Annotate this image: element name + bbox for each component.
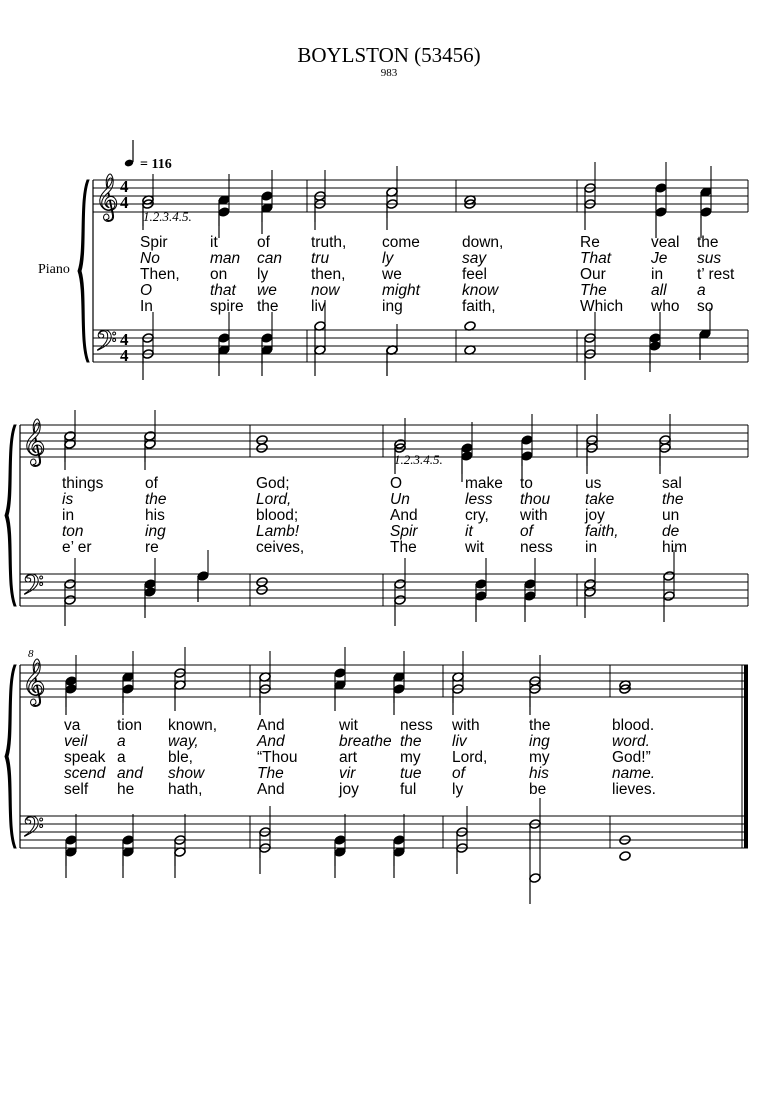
chord-note <box>475 579 487 590</box>
lyric-syllable: all <box>651 282 667 299</box>
chord-note <box>619 851 631 862</box>
lyric-syllable: man <box>210 250 241 267</box>
treble-clef: 𝄞 <box>22 659 46 705</box>
lyric-syllable: in <box>651 266 664 283</box>
lyric-syllable: of <box>452 765 465 782</box>
lyric-syllable: va <box>64 717 81 734</box>
lyric-syllable: down, <box>462 234 504 251</box>
lyric-syllable: name. <box>612 765 656 782</box>
verse-numbers: 1.2.3.4.5. <box>394 452 443 467</box>
lyric-syllable: ful <box>400 781 417 798</box>
lyric-syllable: in <box>62 507 75 524</box>
chord-note <box>393 835 405 846</box>
lyric-syllable: come <box>382 234 420 251</box>
lyric-syllable: “Thou <box>257 749 298 766</box>
lyric-syllable: self <box>64 781 89 798</box>
chord-note <box>393 684 405 695</box>
lyric-syllable: known, <box>168 717 218 734</box>
chord-note <box>700 207 712 218</box>
lyric-syllable: that <box>210 282 236 299</box>
lyric-syllable: And <box>257 717 285 734</box>
lyric-syllable: his <box>145 507 165 524</box>
lyric-syllable: take <box>585 491 615 508</box>
lyric-syllable: the <box>257 298 279 315</box>
lyric-syllable: joy <box>339 781 359 798</box>
lyric-syllable: his <box>529 765 549 782</box>
chord-note <box>261 333 273 344</box>
svg-text:4: 4 <box>120 346 129 365</box>
lyric-syllable: and <box>117 765 143 782</box>
lyric-syllable: he <box>117 781 135 798</box>
lyric-syllable: veal <box>651 234 680 251</box>
lyric-syllable: a <box>117 733 126 750</box>
lyric-syllable: wit <box>465 539 484 556</box>
lyric-syllable: liv <box>452 733 467 750</box>
lyrics <box>62 234 735 798</box>
treble-clef: 𝄞 <box>22 419 46 465</box>
lyric-syllable: hath, <box>168 781 203 798</box>
lyric-syllable: vir <box>339 765 356 782</box>
lyric-syllable: Un <box>390 491 410 508</box>
lyric-syllable: things <box>62 475 104 492</box>
chord-note <box>144 439 156 450</box>
lyric-syllable: ble, <box>168 749 193 766</box>
lyric-syllable: art <box>339 749 358 766</box>
lyric-syllable: of <box>520 523 533 540</box>
lyric-syllable: a <box>697 282 706 299</box>
lyric-syllable: might <box>382 282 420 299</box>
chord-note <box>524 579 536 590</box>
chord-note <box>649 341 661 352</box>
lyric-syllable: with <box>452 717 480 734</box>
lyric-syllable: Re <box>580 234 600 251</box>
chord-note <box>663 591 675 602</box>
lyric-syllable: joy <box>585 507 605 524</box>
chord-note <box>218 207 230 218</box>
chord-note <box>586 443 598 454</box>
lyric-syllable: know <box>462 282 499 299</box>
lyric-syllable: spire <box>210 298 244 315</box>
bass-clef: 𝄢 <box>22 811 44 851</box>
lyric-syllable: we <box>382 266 402 283</box>
lyric-syllable: be <box>529 781 547 798</box>
lyric-syllable: show <box>168 765 205 782</box>
chord-note <box>521 435 533 446</box>
lyric-syllable: tru <box>311 250 330 267</box>
lyric-syllable: with <box>520 507 548 524</box>
lyric-syllable: O <box>390 475 403 492</box>
chord-note <box>529 873 541 884</box>
chord-note <box>461 451 473 462</box>
lyric-syllable: the <box>697 234 719 251</box>
lyric-syllable: lieves. <box>612 781 656 798</box>
lyric-syllable: Lamb! <box>256 523 300 540</box>
lyric-syllable: make <box>465 475 503 492</box>
lyric-syllable: sus <box>697 250 722 267</box>
chord-note <box>521 451 533 462</box>
chord-note <box>218 333 230 344</box>
chord-note <box>64 579 76 590</box>
chord-note <box>584 587 596 598</box>
lyric-syllable: Lord, <box>452 749 488 766</box>
lyric-syllable: re <box>145 539 159 556</box>
lyric-syllable: say <box>462 250 487 267</box>
lyric-syllable: ton <box>62 523 84 540</box>
chord-note <box>475 591 487 602</box>
lyric-syllable: ceives, <box>256 539 305 556</box>
chord-note <box>524 591 536 602</box>
lyric-syllable: Je <box>651 250 668 267</box>
lyric-syllable: on <box>210 266 228 283</box>
lyric-syllable: faith, <box>585 523 619 540</box>
lyric-syllable: word. <box>612 733 650 750</box>
lyric-syllable: Lord, <box>256 491 292 508</box>
measure-number: 8 <box>28 648 34 660</box>
lyric-syllable: The <box>390 539 417 556</box>
lyric-syllable: a <box>117 749 126 766</box>
lyric-syllable: And <box>257 781 285 798</box>
time-signature-bass <box>120 330 129 365</box>
verse-numbers: 1.2.3.4.5. <box>143 209 192 224</box>
chord-note <box>64 595 76 606</box>
chord-note <box>64 439 76 450</box>
lyric-syllable: The <box>257 765 284 782</box>
lyric-syllable: scend <box>64 765 106 782</box>
svg-text:4: 4 <box>120 177 129 196</box>
lyric-syllable: God!” <box>612 749 651 766</box>
lyric-syllable: so <box>697 298 714 315</box>
lyric-syllable: And <box>257 733 285 750</box>
lyric-syllable: way, <box>168 733 199 750</box>
lyric-syllable: blood; <box>256 507 299 524</box>
chord-note <box>65 835 77 846</box>
bass-clef: 𝄢 <box>22 569 44 609</box>
lyric-syllable: de <box>662 523 680 540</box>
system-brace <box>5 665 16 848</box>
lyric-syllable: ing <box>382 298 403 315</box>
lyric-syllable: the <box>145 491 167 508</box>
chord-note <box>197 571 209 582</box>
lyric-syllable: un <box>662 507 680 524</box>
chord-note <box>261 191 273 202</box>
lyric-syllable: blood. <box>612 717 655 734</box>
lyric-syllable: ly <box>257 266 269 283</box>
lyric-syllable: the <box>529 717 551 734</box>
lyric-syllable: cry, <box>465 507 489 524</box>
lyric-syllable: O <box>140 282 153 299</box>
chord-note <box>334 668 346 679</box>
chord-note <box>256 443 268 454</box>
lyric-syllable: the <box>662 491 684 508</box>
time-signature-treble <box>120 177 129 212</box>
chord-note <box>655 207 667 218</box>
instrument-label: Piano <box>38 262 70 277</box>
lyric-syllable: feel <box>462 266 487 283</box>
chord-note <box>394 595 406 606</box>
lyric-syllable: Then, <box>140 266 180 283</box>
lyric-syllable: That <box>580 250 612 267</box>
lyric-syllable: ly <box>452 781 464 798</box>
lyric-syllable: faith, <box>462 298 496 315</box>
lyric-syllable: of <box>145 475 158 492</box>
chord-note <box>65 684 77 695</box>
lyric-syllable: in <box>585 539 598 556</box>
lyric-syllable: who <box>651 298 680 315</box>
chord-note <box>122 684 134 695</box>
score-title: BOYLSTON (53456) <box>297 43 481 67</box>
svg-text:4: 4 <box>120 193 129 212</box>
lyric-syllable: speak <box>64 749 106 766</box>
treble-clef: 𝄞 <box>95 174 119 220</box>
lyric-syllable: thou <box>520 491 551 508</box>
chord-note <box>122 835 134 846</box>
lyric-syllable: the <box>400 733 422 750</box>
lyric-syllable: ing <box>529 733 550 750</box>
lyric-syllable: Which <box>580 298 624 315</box>
lyric-syllable: my <box>529 749 550 766</box>
tempo-value: = 116 <box>140 157 172 172</box>
lyric-syllable: liv <box>311 298 326 315</box>
system-brace <box>78 180 89 362</box>
lyric-syllable: ly <box>382 250 394 267</box>
lyric-syllable: it <box>210 234 218 251</box>
lyric-syllable: we <box>257 282 277 299</box>
score-subtitle: 983 <box>380 67 398 79</box>
lyric-syllable: Our <box>580 266 606 283</box>
bass-clef: 𝄢 <box>95 325 117 365</box>
chord-note <box>663 571 675 582</box>
lyric-syllable: Spir <box>390 523 418 540</box>
lyric-syllable: tue <box>400 765 422 782</box>
lyric-syllable: wit <box>339 717 358 734</box>
lyric-syllable: less <box>465 491 493 508</box>
lyric-syllable: of <box>257 234 270 251</box>
lyric-syllable: ing <box>145 523 166 540</box>
lyric-syllable: tion <box>117 717 142 734</box>
lyric-syllable: us <box>585 475 602 492</box>
lyric-syllable: now <box>311 282 340 299</box>
lyric-syllable: No <box>140 250 160 267</box>
lyric-syllable: And <box>390 507 418 524</box>
chord-note <box>655 183 667 194</box>
lyric-syllable: In <box>140 298 153 315</box>
svg-text:4: 4 <box>120 330 129 349</box>
lyric-syllable: Spir <box>140 234 168 251</box>
system-brace <box>5 425 16 606</box>
chord-note <box>144 587 156 598</box>
chord-note <box>334 835 346 846</box>
lyric-syllable: truth, <box>311 234 347 251</box>
lyric-syllable: him <box>662 539 687 556</box>
lyric-syllable: then, <box>311 266 346 283</box>
lyric-syllable: veil <box>64 733 88 750</box>
lyric-syllable: can <box>257 250 282 267</box>
lyric-syllable: ness <box>400 717 433 734</box>
lyric-syllable: e’ er <box>62 539 92 556</box>
chord-note <box>659 443 671 454</box>
lyric-syllable: breathe <box>339 733 392 750</box>
lyric-syllable: my <box>400 749 421 766</box>
lyric-syllable: God; <box>256 475 290 492</box>
lyric-syllable: sal <box>662 475 682 492</box>
chord-note <box>394 579 406 590</box>
lyric-syllable: The <box>580 282 607 299</box>
tempo-marking <box>124 140 172 172</box>
lyric-syllable: t’ rest <box>697 266 735 283</box>
lyric-syllable: is <box>62 491 74 508</box>
lyric-syllable: it <box>465 523 473 540</box>
lyric-syllable: ness <box>520 539 553 556</box>
lyric-syllable: to <box>520 475 533 492</box>
